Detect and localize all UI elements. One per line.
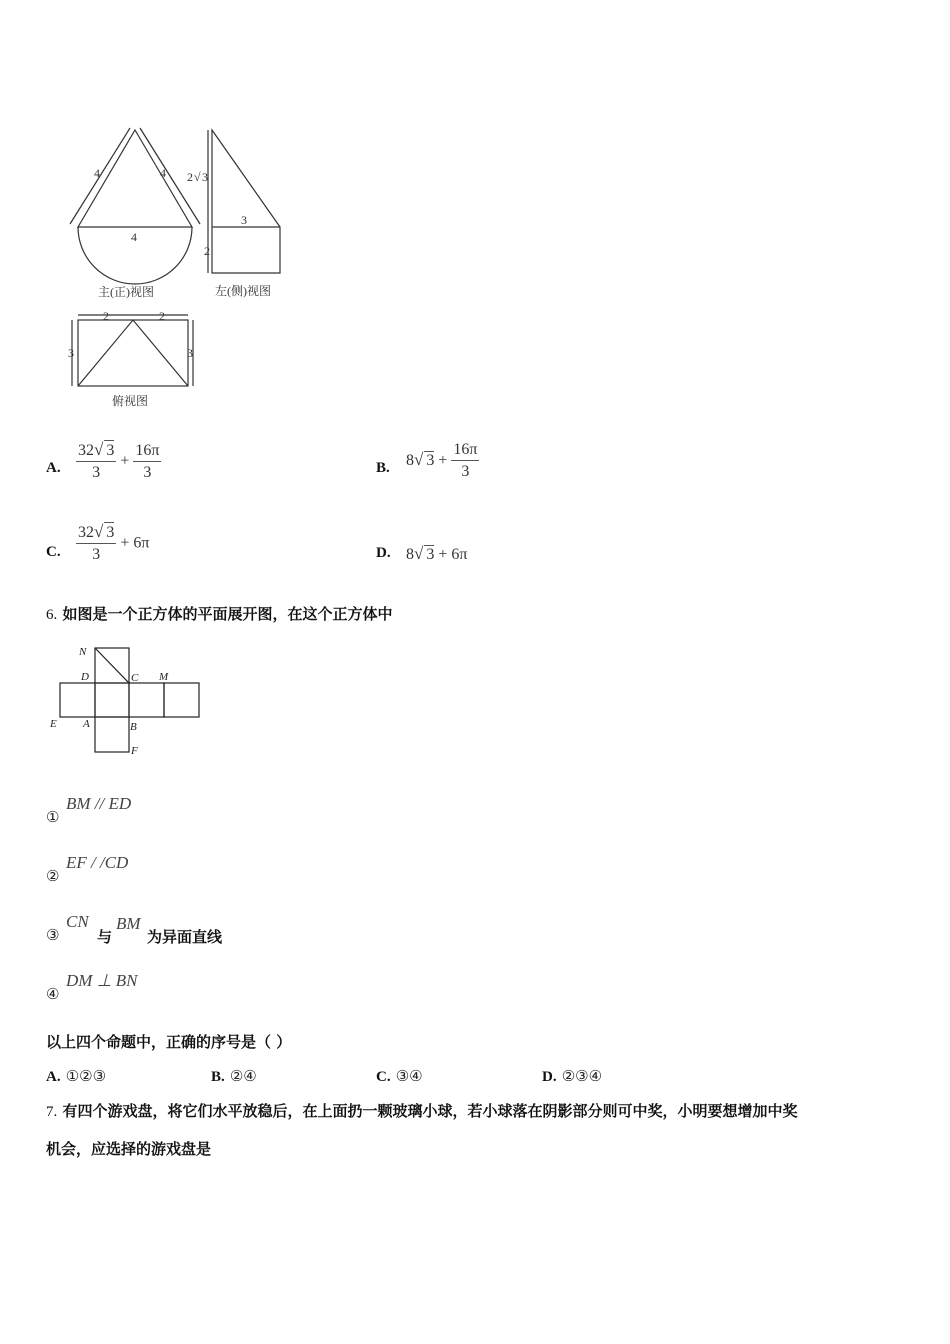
svg-text:2: 2 — [159, 309, 165, 323]
svg-text:4: 4 — [160, 166, 166, 180]
svg-text:E: E — [50, 718, 57, 730]
svg-text:D: D — [81, 671, 89, 683]
svg-text:3: 3 — [202, 170, 208, 184]
option-c-expression: $\frac{32√ 3}{3}$ + 6π — [78, 522, 150, 563]
option-b-label: B. — [376, 460, 390, 476]
svg-text:左(侧)视图: 左(侧)视图 — [215, 284, 271, 298]
svg-text:2: 2 — [187, 170, 193, 184]
option-d-expression: 8√ 3 + 6π — [406, 544, 468, 563]
cube-net-figure — [48, 642, 208, 758]
svg-text:M: M — [159, 671, 169, 683]
svg-text:B: B — [130, 721, 137, 733]
svg-text:3: 3 — [68, 346, 74, 360]
q5-option-c[interactable] — [46, 522, 346, 578]
q6-option-b[interactable]: B. ②④ — [211, 1067, 257, 1085]
svg-text:√: √ — [194, 170, 201, 184]
option-a-expression: $\frac{32√ 3}{3}$ + $\frac{16\pi}{3}$ — [78, 440, 160, 481]
option-c-label: C. — [46, 544, 61, 560]
q7-line-1: 7. 有四个游戏盘，将它们水平放稳后，在上面扔一颗玻璃小球，若小球落在阴影部分则可中奖，小明要想增加中奖 — [46, 1102, 798, 1120]
q5-option-b[interactable] — [376, 440, 676, 496]
option-a-label: A. — [46, 460, 61, 476]
svg-text:C: C — [131, 672, 139, 684]
svg-text:3: 3 — [241, 213, 247, 227]
svg-text:2: 2 — [204, 244, 210, 258]
q6-options — [46, 1066, 666, 1088]
option-b-expression: 8√ 3 + $\frac{16\pi}{3}$ — [406, 441, 478, 480]
svg-text:A: A — [83, 718, 90, 730]
svg-text:俯视图: 俯视图 — [112, 394, 149, 408]
q6-stem: 6. 如图是一个正方体的平面展开图，在这个正方体中 — [46, 605, 393, 623]
q6-statement-3: ③ CN 与 BM 为异面直线 — [46, 912, 223, 946]
svg-text:2: 2 — [103, 309, 109, 323]
svg-text:4: 4 — [131, 230, 137, 244]
svg-text:N: N — [79, 646, 87, 658]
svg-text:主(正)视图: 主(正)视图 — [98, 285, 154, 299]
svg-text:4: 4 — [94, 166, 100, 180]
q6-option-d[interactable]: D. ②③④ — [542, 1067, 603, 1085]
q7-line-2: 机会，应选择的游戏盘是 — [46, 1140, 212, 1158]
side-view-shape — [212, 130, 280, 273]
q6-option-a[interactable]: A. ①②③ — [46, 1067, 107, 1085]
q6-option-c[interactable]: C. ③④ — [376, 1067, 423, 1085]
q5-option-d[interactable] — [376, 540, 676, 570]
svg-text:3: 3 — [187, 346, 193, 360]
svg-text:F: F — [131, 745, 138, 757]
option-d-label: D. — [376, 545, 391, 561]
top-view-rect — [78, 320, 188, 386]
three-view-figure — [60, 120, 300, 420]
q6-question: 以上四个命题中，正确的序号是（ ） — [46, 1033, 292, 1051]
